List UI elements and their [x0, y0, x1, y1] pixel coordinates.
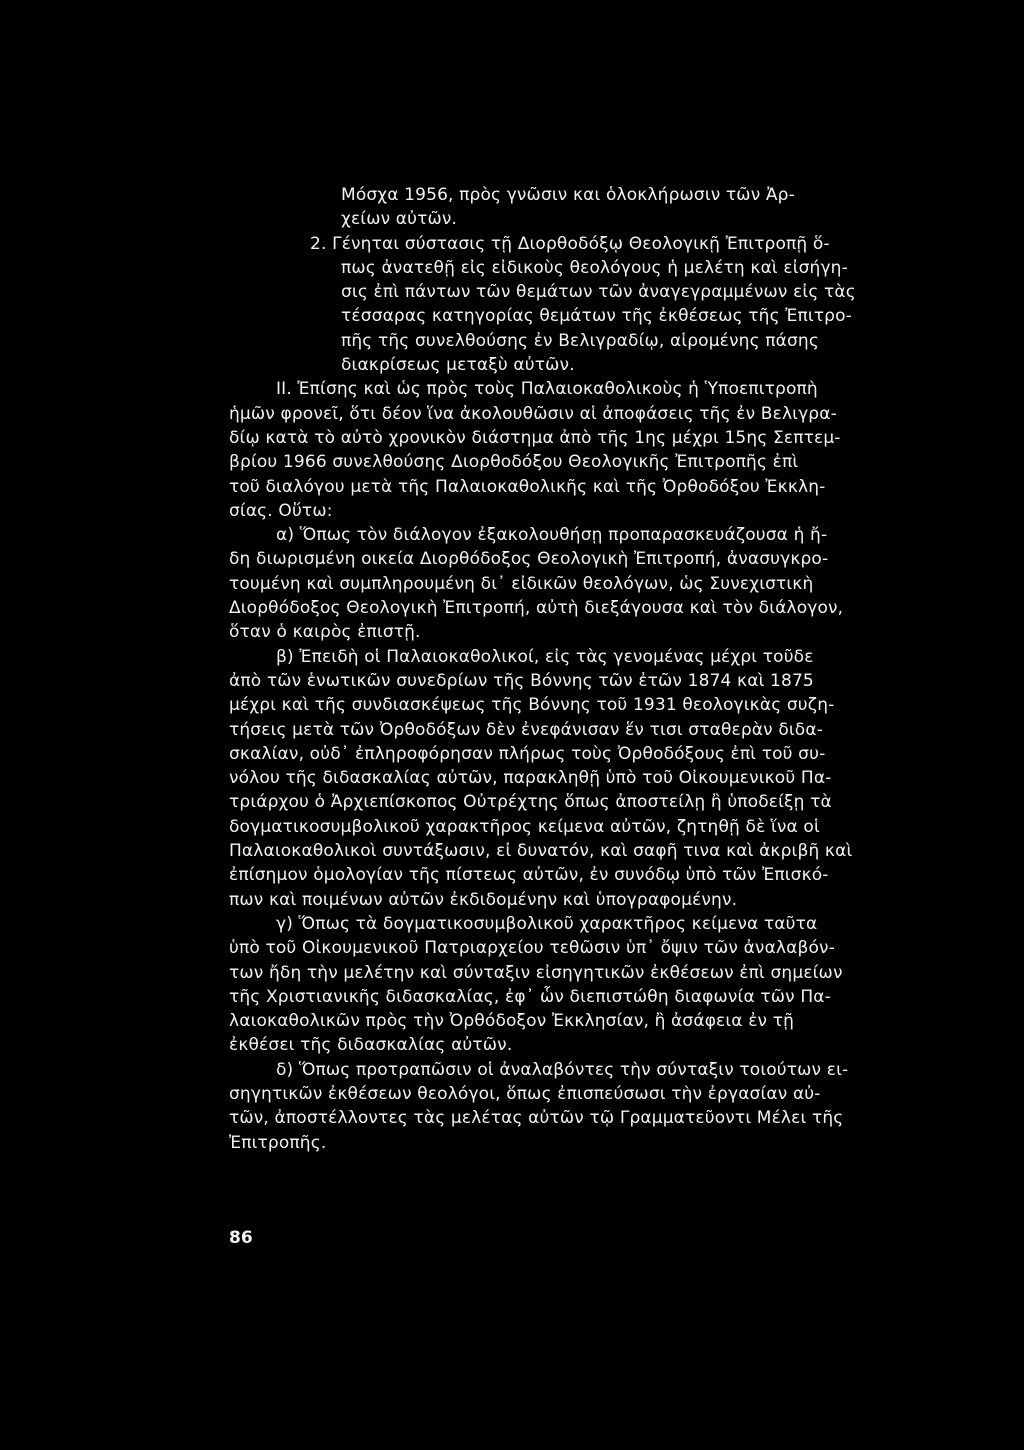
text-line: χείων αὐτῶν.: [341, 209, 458, 230]
text-line: τριάρχου ὁ Ἀρχιεπίσκοπος Οὐτρέχτης ὅπως ἀποστείλῃ ἢ ὑποδείξῃ τὰ: [229, 792, 832, 813]
text-line: Παλαιοκαθολικοὶ συντάξωσιν, εἰ δυνατόν, καὶ σαφῆ τινα καὶ ἀκριβῆ καὶ: [229, 841, 853, 862]
text-line: ἀπὸ τῶν ἑνωτικῶν συνεδρίων τῆς Βόννης τῶν ἐτῶν 1874 καὶ 1875: [229, 670, 814, 691]
text-line: σις ἐπὶ πάντων τῶν θεμάτων τῶν ἀναγεγραμμένων εἰς τὰς: [341, 282, 856, 303]
text-line: σηγητικῶν ἐκθέσεων θεολόγοι, ὅπως ἐπισπεύσωσι τὴν ἐργασίαν αὐ-: [229, 1083, 821, 1104]
body-text: [229, 183, 856, 1155]
text-line: ὅταν ὁ καιρὸς ἐπιστῇ.: [229, 622, 421, 643]
text-line: πως ἀνατεθῇ εἰς εἰδικοὺς θεολόγους ἡ μελέτη καὶ εἰσήγη-: [341, 257, 848, 278]
text-line: α) Ὅπως τὸν διάλογον ἐξακολουθήσῃ προπαρασκευάζουσα ἡ ἤ-: [276, 525, 828, 546]
text-line: ὑπὸ τοῦ Οἰκουμενικοῦ Πατριαρχείου τεθῶσιν ὑπ᾽ ὄψιν τῶν ἀναλαβόν-: [229, 938, 835, 959]
text-line: γ) Ὅπως τὰ δογματικοσυμβολικοῦ χαρακτῆρος κείμενα ταῦτα: [276, 913, 818, 934]
text-line: δογματικοσυμβολικοῦ χαρακτῆρος κείμενα αὐτῶν, ζητηθῇ δὲ ἵνα οἱ: [229, 816, 820, 837]
text-line: τήσεις μετὰ τῶν Ὀρθοδόξων δὲν ἐνεφάνισαν ἕν τισι σταθερὰν διδα-: [229, 719, 823, 740]
text-line: σίας. Οὕτω:: [229, 500, 333, 521]
text-line: τέσσαρας κατηγορίας θεμάτων τῆς ἐκθέσεως τῆς Ἐπιτρο-: [341, 306, 852, 327]
text-line: σκαλίαν, οὐδ᾽ ἐπληροφόρησαν πλήρως τοὺς Ὀρθοδόξους ἐπὶ τοῦ συ-: [229, 743, 826, 764]
text-line: βρίου 1966 συνελθούσης Διορθοδόξου Θεολογικῆς Ἐπιτροπῆς ἐπὶ: [229, 452, 799, 473]
text-line: πῆς τῆς συνελθούσης ἐν Βελιγραδίῳ, αἱρομένης πάσης: [341, 330, 819, 351]
page-number: 86: [229, 1228, 253, 1248]
text-line: δ) Ὅπως προτραπῶσιν οἱ ἀναλαβόντες τὴν σύνταξιν τοιούτων ει-: [276, 1059, 849, 1080]
text-line: τοῦ διαλόγου μετὰ τῆς Παλαιοκαθολικῆς καὶ τῆς Ὀρθοδόξου Ἐκκλη-: [229, 476, 826, 497]
text-line: 2. Γένηται σύστασις τῇ Διορθοδόξῳ Θεολογικῇ Ἐπιτροπῇ ὅ-: [310, 233, 830, 254]
text-line: ἐκθέσει τῆς διδασκαλίας αὐτῶν.: [229, 1035, 513, 1056]
text-line: Μόσχα 1956, πρὸς γνῶσιν και ὁλοκλήρωσιν τῶν Ἀρ-: [341, 185, 795, 205]
text-line: πων καὶ ποιμένων αὐτῶν ἐκδιδομένην καὶ ὑπογραφομένην.: [229, 889, 738, 910]
text-line: δη διωρισμένη οικεία Διορθόδοξος Θεολογικὴ Ἐπιτροπή, ἀνασυγκρο-: [229, 549, 829, 570]
text-line: τουμένη καὶ συμπληρουμένη δι᾽ εἰδικῶν θεολόγων, ὡς Συνεχιστικὴ: [229, 573, 814, 594]
text-line: λαιοκαθολικῶν πρὸς τὴν Ὀρθόδοξον Ἐκκλησίαν, ἢ ἀσάφεια ἐν τῇ: [229, 1011, 795, 1032]
text-line: ἡμῶν φρονεῖ, ὅτι δέον ἵνα ἀκολουθῶσιν αἱ ἀποφάσεις τῆς ἐν Βελιγρα-: [229, 403, 837, 424]
text-line: νόλου τῆς διδασκαλίας αὐτῶν, παρακληθῇ ὑπὸ τοῦ Οἰκουμενικοῦ Πα-: [229, 768, 832, 789]
text-line: Ἐπιτροπῆς.: [229, 1132, 327, 1153]
text-line: Διορθόδοξος Θεολογικὴ Ἐπιτροπή, αὐτὴ διεξάγουσα καὶ τὸν διάλογον,: [229, 598, 844, 619]
text-line: διακρίσεως μεταξὺ αὐτῶν.: [341, 355, 575, 376]
text-line: ἐπίσημον ὁμολογίαν τῆς πίστεως αὐτῶν, ἐν συνόδῳ ὑπὸ τῶν Ἐπισκό-: [229, 865, 829, 886]
text-line: των ἤδη τὴν μελέτην καὶ σύνταξιν εἰσηγητικῶν ἐκθέσεων ἐπὶ σημείων: [229, 962, 843, 983]
text-line: ΙΙ. Ἐπίσης καὶ ὡς πρὸς τοὺς Παλαιοκαθολικοὺς ἡ Ὑποεπιτροπὴ: [276, 379, 818, 400]
text-line: β) Ἐπειδὴ οἱ Παλαιοκαθολικοί, εἰς τὰς γενομένας μέχρι τοῦδε: [276, 646, 814, 667]
text-line: τῶν, ἀποστέλλοντες τὰς μελέτας αὐτῶν τῷ Γραμματεῦοντι Μέλει τῆς: [229, 1108, 844, 1129]
text-line: δίῳ κατὰ τὸ αὐτὸ χρονικὸν διάστημα ἀπὸ τῆς 1ης μέχρι 15ης Σεπτεμ-: [229, 427, 841, 448]
text-line: τῆς Χριστιανικῆς διδασκαλίας, ἐφ᾽ ὧν διεπιστώθη διαφωνία τῶν Πα-: [229, 986, 831, 1007]
text-line: μέχρι καὶ τῆς συνδιασκέψεως τῆς Βόννης τοῦ 1931 θεολογικὰς συζη-: [229, 695, 835, 716]
